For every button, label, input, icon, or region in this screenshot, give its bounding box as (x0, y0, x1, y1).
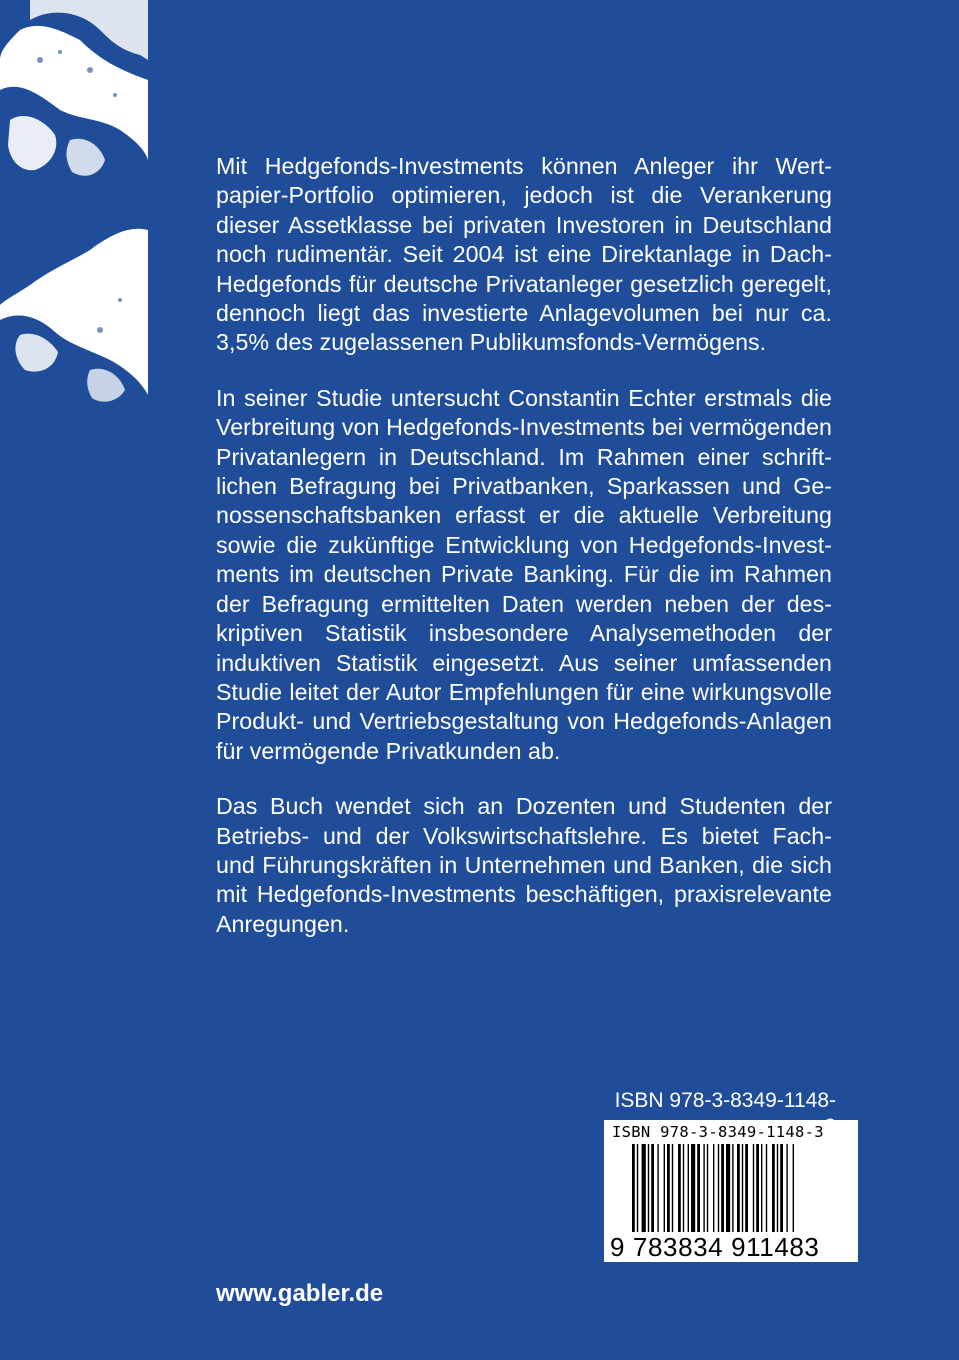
description (216, 152, 832, 965)
isbn-barcode (604, 1120, 858, 1262)
paragraph-study: In seiner Studie untersucht Constantin Echter erstmals die Verbreitung von Hedgefonds-Investments bei vermögenden Privatanlegern in Deutschland. Im Rahmen einer schriftlichen Befragung bei Privatbanken, Sparkassen und Genossenschaftsbanken erfasst er die aktuelle Verbreitung sowie die zukünftige Entwicklung von Hedgefonds-Investments im deutschen Private Banking. Für die im Rahmen der Befragung ermittelten Daten werden neben der deskriptiven Statistik insbesondere Analysemethoden der induktiven Statistik eingesetzt. Aus seiner umfassenden Studie leitet der Autor Empfehlungen für eine wirkungsvolle Produkt- und Vertriebsgestaltung von Hedgefonds-Anlagen für vermögende Privatkunden ab. (216, 384, 832, 764)
paragraph-audience: Das Buch wendet sich an Dozenten und Studenten der Betriebs- und der Volkswirtschaftslehre. Es bietet Fach- und Führungskräften in Unternehmen und Banken, die sich mit Hedgefonds-Investments beschäftigen, praxisrelevante Anregungen. (216, 793, 832, 937)
globe-image (0, 0, 148, 424)
barcode-bars (632, 1144, 842, 1240)
paragraph-intro: Mit Hedgefonds-Investments können Anleger ihr Wertpapier-Portfolio optimieren, jedoch ist die Verankerung dieser Assetklasse bei privaten Investoren in Deutschland noch rudimentär. Seit 2004 ist eine Direktanlage in Dach-Hedgefonds für deutsche Privatanleger gesetzlich geregelt, dennoch liegt das investierte Anlagevolumen bei nur ca. 3,5% des zugelassenen Publikumsfonds-Vermögens. (216, 153, 832, 356)
website-link[interactable]: www.gabler.de (216, 1280, 384, 1307)
barcode-isbn-text: ISBN 978-3-8349-1148-3 (612, 1123, 824, 1141)
isbn-label: ISBN 978-3-8349-1148- (614, 1089, 836, 1112)
barcode-digits: 9 783834 911483 (610, 1232, 820, 1262)
